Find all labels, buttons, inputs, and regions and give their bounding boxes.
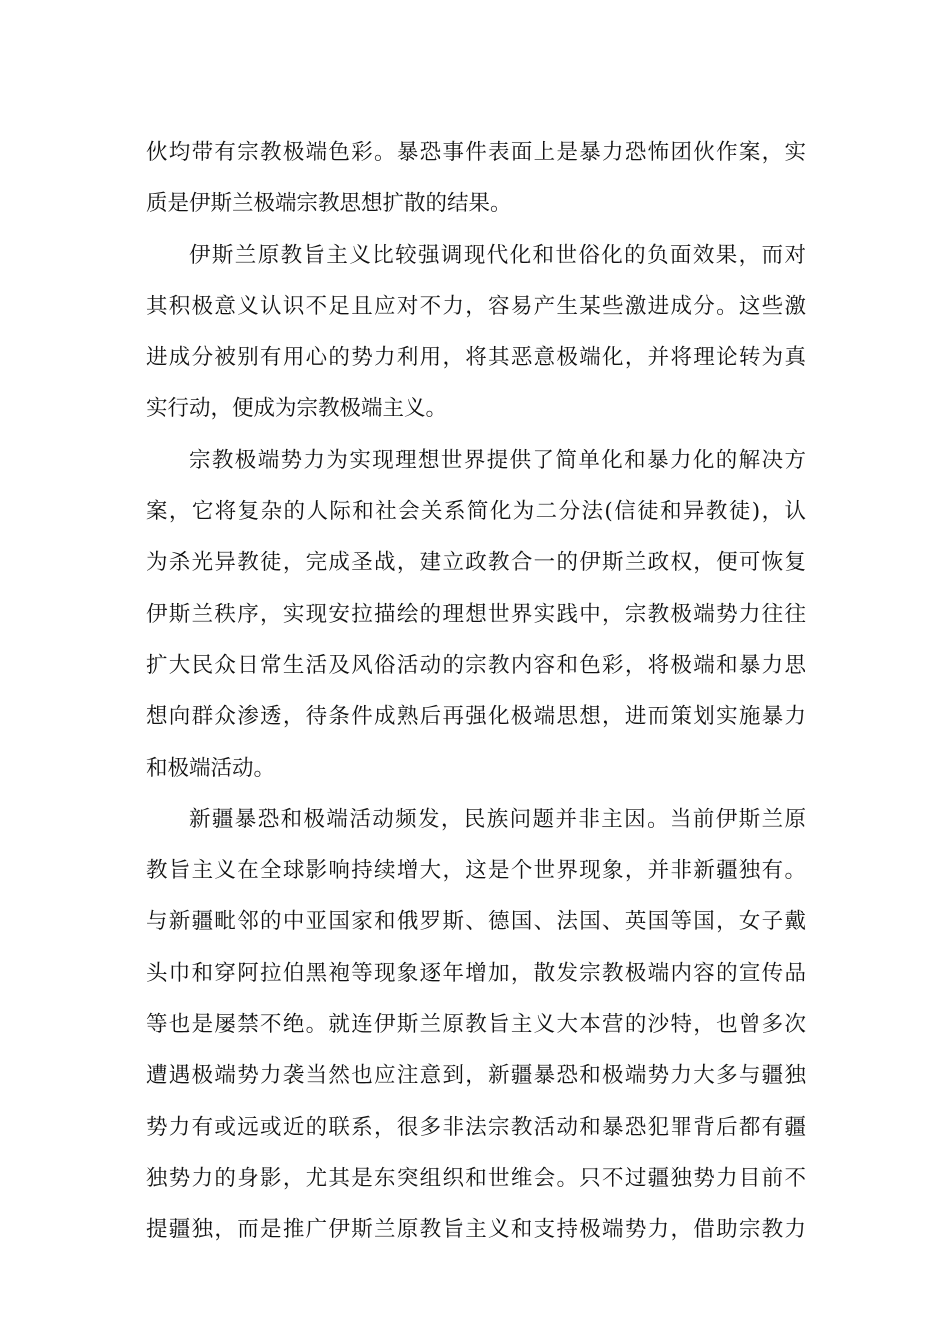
- text-line: 头巾和穿阿拉伯黑袍等现象逐年增加，散发宗教极端内容的宣传品: [146, 960, 806, 986]
- text-line: 扩大民众日常生活及风俗活动的宗教内容和色彩，将极端和暴力思: [146, 652, 806, 678]
- text-line: 宗教极端势力为实现理想世界提供了简单化和暴力化的解决方: [189, 447, 806, 473]
- text-line: 提疆独，而是推广伊斯兰原教旨主义和支持极端势力，借助宗教力: [146, 1217, 806, 1243]
- text-line: 实行动，便成为宗教极端主义。: [146, 396, 448, 422]
- text-line: 独势力的身影，尤其是东突组织和世维会。只不过疆独势力目前不: [146, 1165, 806, 1191]
- text-line: 等也是屡禁不绝。就连伊斯兰原教旨主义大本营的沙特，也曾多次: [146, 1012, 806, 1038]
- text-line: 为杀光异教徒，完成圣战，建立政教合一的伊斯兰政权，便可恢复: [146, 550, 806, 576]
- text-line: 和极端活动。: [146, 755, 276, 781]
- text-line: 新疆暴恐和极端活动频发，民族问题并非主因。当前伊斯兰原: [189, 806, 806, 832]
- text-line: 案，它将复杂的人际和社会关系简化为二分法(信徒和异教徒)，认: [146, 499, 806, 525]
- text-line: 势力有或远或近的联系，很多非法宗教活动和暴恐犯罪背后都有疆: [146, 1114, 806, 1140]
- paragraph-2: [146, 236, 806, 441]
- text-line: 伙均带有宗教极端色彩。暴恐事件表面上是暴力恐怖团伙作案，实: [146, 140, 806, 165]
- paragraph-4: [146, 800, 806, 1262]
- paragraph-3: [146, 441, 806, 800]
- text-line: 遭遇极端势力袭当然也应注意到，新疆暴恐和极端势力大多与疆独: [146, 1063, 806, 1089]
- text-line: 与新疆毗邻的中亚国家和俄罗斯、德国、法国、英国等国，女子戴: [146, 909, 806, 935]
- text-line: 进成分被别有用心的势力利用，将其恶意极端化，并将理论转为真: [146, 345, 806, 371]
- paragraph-1: [146, 133, 806, 236]
- body-text: [146, 133, 806, 1262]
- text-line: 教旨主义在全球影响持续增大，这是个世界现象，并非新疆独有。: [146, 858, 806, 884]
- text-line: 伊斯兰秩序，实现安拉描绘的理想世界实践中，宗教极端势力往往: [146, 601, 806, 627]
- text-line: 其积极意义认识不足且应对不力，容易产生某些激进成分。这些激: [146, 293, 806, 319]
- text-line: 想向群众渗透，待条件成熟后再强化极端思想，进而策划实施暴力: [146, 704, 806, 730]
- text-line: 质是伊斯兰极端宗教思想扩散的结果。: [146, 191, 512, 217]
- text-line: 伊斯兰原教旨主义比较强调现代化和世俗化的负面效果，而对: [189, 242, 806, 268]
